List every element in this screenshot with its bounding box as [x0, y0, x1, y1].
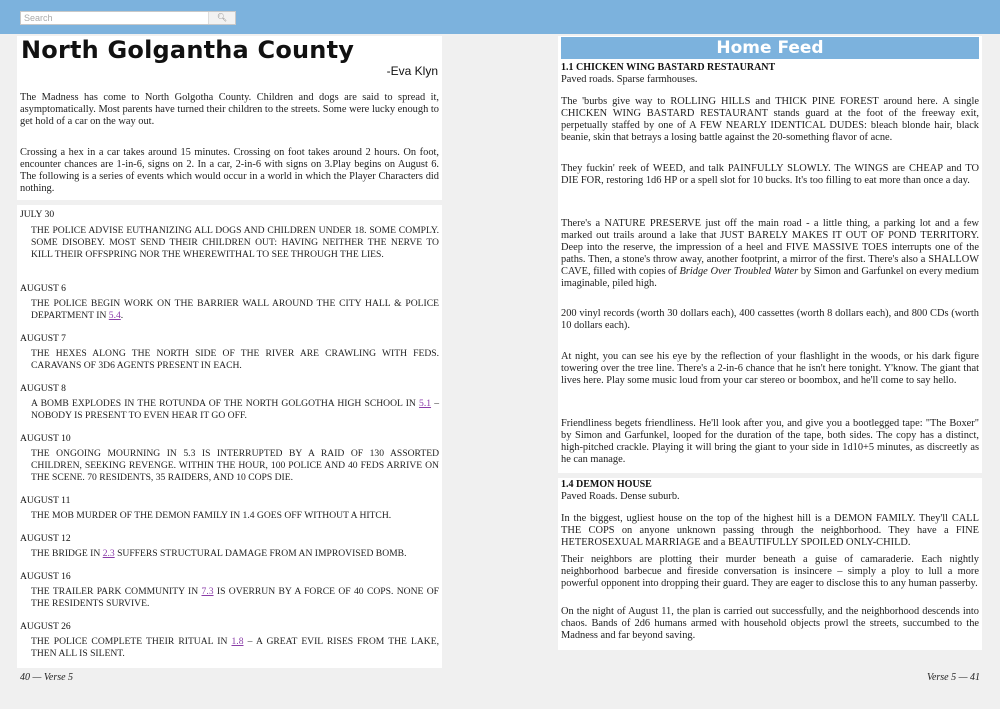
author: -Eva Klyn [386, 64, 438, 78]
intro-paragraph: The Madness has come to North Golgotha County. Children and dogs are said to spread it, asymptomatically. Most parents have turned their children to the streets. Some were lucky enough to get hold of a car on the way out. [20, 92, 439, 127]
entry-paragraph: The 'burbs give way to ROLLING HILLS and THICK PINE FOREST around here. A single CHICKEN WING BASTARD RESTAURANT stands guard at the foot of the freeway exit, perpetually staffed by one of A FEW NEARLY IDENTICAL DUDES: bleach blonde hair, black beanie, skin that betrays a losing battle against the 20-something flavor of acne. [561, 96, 979, 143]
entry-heading: 1.1 CHICKEN WING BASTARD RESTAURANT [561, 62, 776, 73]
entry-subtitle: Paved Roads. Dense suburb. [561, 491, 680, 502]
home-feed-header: Home Feed [561, 37, 979, 59]
event-date: AUGUST 11 [20, 495, 71, 506]
event-date: AUGUST 26 [20, 621, 71, 632]
entry-paragraph: They fuckin' reek of WEED, and talk PAINFULLY SLOWLY. The WINGS are CHEAP and TO DIE FOR, restoring 1d6 HP or a spell slot for 10 bucks. It's too filling to eat more than once a day. [561, 163, 979, 186]
search-button[interactable] [208, 12, 235, 24]
event-text: THE BRIDGE IN 2.3 SUFFERS STRUCTURAL DAMAGE FROM AN IMPROVISED BOMB. [31, 548, 407, 559]
entry-paragraph: Friendliness begets friendliness. He'll look after you, and give you a bootlegged tape: "The Boxer" by Simon and Garfunkel, looped for the duration of the tape, both sides. The copy has a distinct, high-pitched crackle. Playing it will bring the giant to your side in 1d10+5 minutes, as discreetly as he can manage. [561, 418, 979, 465]
entry-paragraph: At night, you can see his eye by the reflection of your flashlight in the woods, or his dark figure towering over the tree line. There's a 2-in-6 chance that he isn't here tonight. Y'know. The giant that lives here. Play some music loud from your car stereo or boombox, and he'll come to say hello. [561, 351, 979, 386]
top-bar [0, 0, 1000, 34]
entry-subtitle: Paved roads. Sparse farmhouses. [561, 74, 698, 85]
event-text: A BOMB EXPLODES IN THE ROTUNDA OF THE NORTH GOLGOTHA HIGH SCHOOL IN 5.1 – NOBODY IS PRESENT TO EVEN HEAR IT GO OFF. [31, 398, 440, 421]
section-link[interactable]: 2.3 [102, 548, 115, 559]
event-text: THE POLICE COMPLETE THEIR RITUAL IN 1.8 – A GREAT EVIL RISES FROM THE LAKE, THEN ALL IS SILENT. [31, 636, 439, 659]
event-text: THE POLICE BEGIN WORK ON THE BARRIER WALL AROUND THE CITY HALL & POLICE DEPARTMENT IN 5.4. [31, 298, 439, 321]
event-text: THE HEXES ALONG THE NORTH SIDE OF THE RIVER ARE CRAWLING WITH FEDS. CARAVANS OF 3D6 AGENTS PRESENT IN EACH. [31, 348, 439, 371]
event-date: AUGUST 7 [20, 333, 66, 344]
entry-heading: 1.4 DEMON HOUSE [561, 479, 652, 490]
event-text: THE TRAILER PARK COMMUNITY IN 7.3 IS OVERRUN BY A FORCE OF 40 COPS. NONE OF THE RESIDENTS SURVIVE. [31, 586, 439, 609]
section-link[interactable]: 5.1 [419, 398, 432, 409]
entry-paragraph: In the biggest, ugliest house on the top of the highest hill is a DEMON FAMILY. They'll CALL THE COPS on anyone unknown passing through the neighborhood. They have a FINE HETEROSEXUAL MARRIAGE and a BEAUTIFULLY SPOILED ONLY-CHILD. [561, 513, 979, 548]
search-input[interactable] [21, 12, 214, 24]
event-date: AUGUST 16 [20, 571, 71, 582]
page-number-right: Verse 5 — 41 [926, 672, 980, 683]
entry-paragraph: There's a NATURE PRESERVE just off the main road - a little thing, a parking lot and a few marked out trails around a lake that JUST BARELY MAKES IT OUT OF POND TERRITORY. Deep into the reserve, the impression of a heel and FIVE MASSIVE TOES interrupts one of the paths. Then, a stone's throw away, another footprint, a mirror of the first. There's also a SHALLOW CAVE, filled with copies of Bridge Over Troubled Water by Simon and Garfunkel on every medium imaginable, piled high. [561, 218, 979, 289]
event-date: JULY 30 [20, 209, 55, 220]
page-number-left: 40 — Verse 5 [20, 672, 74, 683]
entry-paragraph: On the night of August 11, the plan is carried out successfully, and the neighborhood descends into chaos. Bands of 2d6 humans armed with household objects prowl the streets, succumbed to the Madness and far beyond saving. [561, 606, 979, 641]
event-date: AUGUST 10 [20, 433, 71, 444]
search-icon: 🔍︎ [216, 13, 228, 22]
event-text: THE ONGOING MOURNING IN 5.3 IS INTERRUPTED BY A RAID OF 130 ASSORTED CHILDREN, SEEKING REVENGE. WITHIN THE HOUR, 100 POLICE AND 40 FEDS ARRIVE ON THE SCENE. 70 RESIDENTS, 35 RAIDERS, AND 10 COPS DIE. [31, 448, 439, 483]
entry-paragraph: Their neighbors are plotting their murder beneath a guise of camaraderie. Each nightly neighborhood barbecue and fireside conversation is insincere – simply a ploy to lull a more powerful opponent into dropping their guard. They are eager to disclose this to any human passerby. [561, 554, 979, 589]
entry-paragraph: 200 vinyl records (worth 30 dollars each), 400 cassettes (worth 8 dollars each), and 800 CDs (worth 10 dollars each). [561, 308, 979, 331]
event-date: AUGUST 6 [20, 283, 66, 294]
section-link[interactable]: 1.8 [231, 636, 244, 647]
section-link[interactable]: 7.3 [201, 586, 214, 597]
intro-paragraph: Crossing a hex in a car takes around 15 minutes. Crossing on foot takes around 2 hours. On foot, encounter chances are 1-in-6, signs on 2. In a car, 2-in-6 with signs on 3.Play begins on August 6. The following is a series of events which would occur in a world in which the Player Characters did nothing. [20, 147, 439, 194]
section-link[interactable]: 5.4 [108, 310, 121, 321]
page-title: North Golgantha County [21, 36, 355, 64]
event-date: AUGUST 12 [20, 533, 71, 544]
event-text: THE POLICE ADVISE EUTHANIZING ALL DOGS AND CHILDREN UNDER 18. SOME COMPLY. SOME DISOBEY. MOST SEND THEIR CHILDREN OUT: HAVING NEITHER THE NERVE TO KILL THEIR OFFSPRING NOR THE WHEREWITHAL TO SEE THROUGH THE LIES. [31, 225, 439, 260]
event-text: THE MOB MURDER OF THE DEMON FAMILY IN 1.4 GOES OFF WITHOUT A HITCH. [31, 510, 392, 521]
search-box[interactable] [20, 11, 236, 25]
event-date: AUGUST 8 [20, 383, 66, 394]
